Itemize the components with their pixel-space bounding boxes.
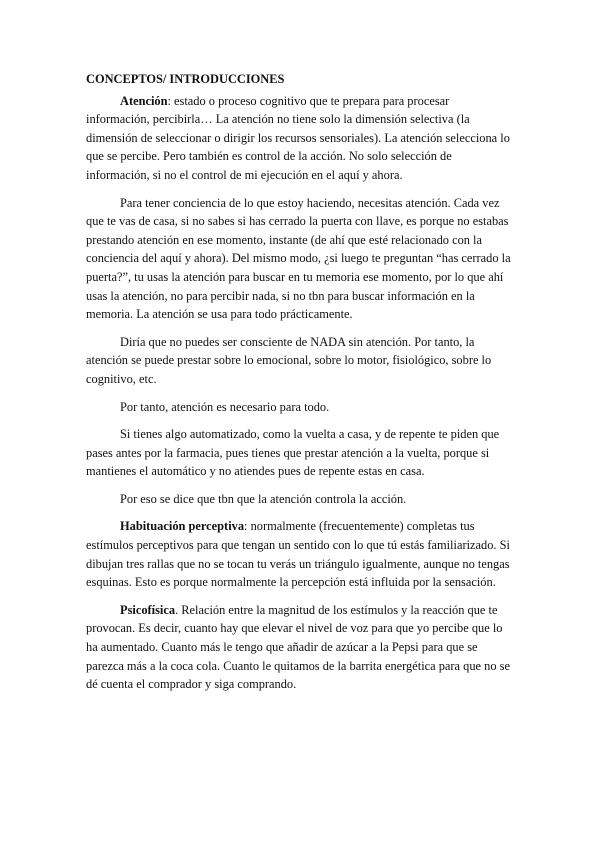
paragraph-text: Diría que no puedes ser consciente de NADA sin atención. Por tanto, la atención se puede prestar sobre lo emocional, sobre lo motor, fisiológico, sobre lo cognitivo, etc. bbox=[86, 334, 492, 386]
paragraph-necesario bbox=[86, 398, 514, 417]
paragraph-psicofisica bbox=[86, 601, 514, 694]
paragraph-nada-sin-atencion bbox=[86, 333, 514, 389]
paragraph-text: Si tienes algo automatizado, como la vuelta a casa, y de repente te piden que pases antes por la farmacia, pues tienes que prestar atención a la vuelta, porque si mantienes el automático y no atiendes pues de repente estas en casa. bbox=[86, 427, 500, 479]
paragraph-control-accion bbox=[86, 490, 514, 509]
paragraph-text: . Relación entre la magnitud de los estímulos y la reacción que te provocan. Es decir, cuanto hay que elevar el nivel de voz para que yo percibe que lo ha aumentado. Cuanto más le tengo que añadir de azúcar a la Pepsi para que se parezca más a la coca cola. Cuanto le quitamos de la barrita energética para que no se dé cuenta el comprador y siga comprando. bbox=[86, 602, 510, 692]
paragraph-conciencia bbox=[86, 194, 514, 324]
paragraph-text: Por eso se dice que tbn que la atención controla la acción. bbox=[120, 491, 407, 506]
page-title: CONCEPTOS/ INTRODUCCIONES bbox=[86, 72, 285, 86]
paragraph-atencion bbox=[86, 92, 514, 185]
paragraph-habituacion bbox=[86, 517, 514, 591]
paragraph-text: Por tanto, atención es necesario para todo. bbox=[120, 399, 330, 414]
term-atencion: Atención bbox=[120, 93, 168, 108]
paragraph-text: Para tener conciencia de lo que estoy haciendo, necesitas atención. Cada vez que te vas de casa, si no sabes si has cerrado la puerta con llave, es porque no estabas prestando atención en ese momento, instante (de ahí que esté relacionado con la conciencia del aquí y ahora). Del mismo modo, ¿si luego te preguntan “has cerrado la puerta?”, tu usas la atención para buscar en tu memoria ese momento, por lo que ahí usas la atención, no para percibir nada, si no tbn para buscar información en la memoria. La atención se usa para todo prácticamente. bbox=[86, 195, 511, 322]
document-page bbox=[86, 70, 514, 703]
paragraph-automatizado bbox=[86, 425, 514, 481]
term-psicofisica: Psicofísica bbox=[120, 602, 176, 617]
term-habituacion-perceptiva: Habituación perceptiva bbox=[120, 519, 245, 534]
paragraph-text: : estado o proceso cognitivo que te prepara para procesar información, percibirla… La atención no tiene solo la dimensión selectiva (la dimensión de seleccionar o dirigir los recursos sensoriales). La atención selecciona lo que se percibe. Pero también es control de la acción. No solo selección de información, si no el control de mi ejecución en el aquí y ahora. bbox=[86, 93, 510, 182]
paragraph-text: : normalmente (frecuentemente) completas tus estímulos perceptivos para que tengan un sentido con lo que tú estás familiarizado. Si dibujan tres rallas que no se tocan tu verás un triángulo igualmente, aunque no tengas esquinas. Esto es porque normalmente la percepción está influida por la sensación. bbox=[86, 519, 510, 590]
